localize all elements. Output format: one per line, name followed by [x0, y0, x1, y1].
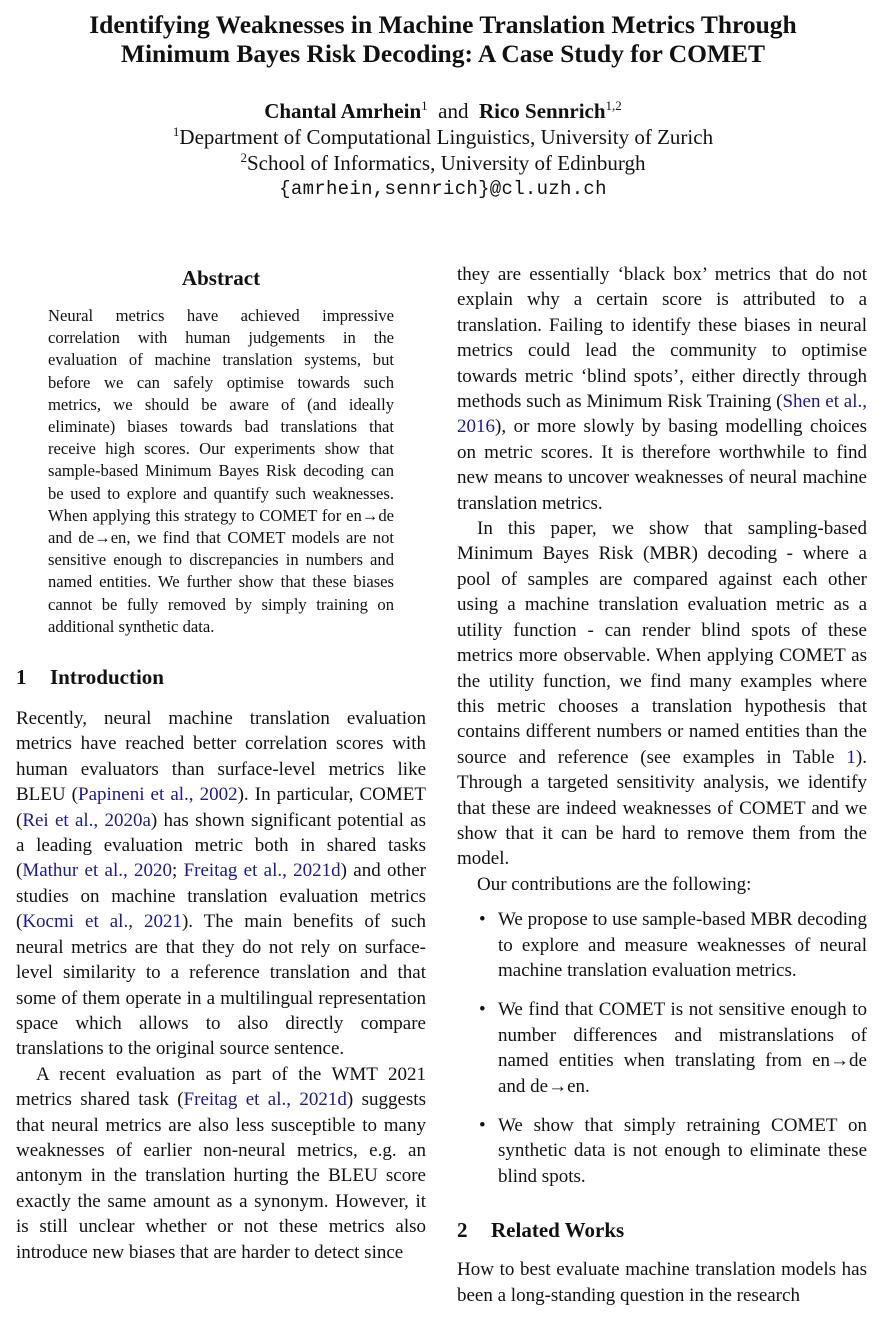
bullet-icon: • — [479, 1115, 486, 1136]
author-and: and — [438, 99, 469, 123]
paper-title — [0, 10, 886, 68]
text-run: ). The main benefits of such neural metrics are that they do not rely on surface-level similarity to a reference translation and that some of them operate in a multilingual representation space which allows to also directly compare translations to the original source sentence. — [16, 911, 426, 1060]
citation-link[interactable]: Papineni et al., 2002 — [78, 784, 238, 806]
citation-link[interactable]: Shen et al., 2016 — [457, 391, 867, 438]
citation-link[interactable]: Freitag et al., 2021d — [183, 860, 341, 882]
author-1: Chantal Amrhein — [264, 99, 422, 123]
text-run: Recently, neural machine translation evaluation metrics have reached better correlation scores with human evaluators than surface-level metrics like BLEU ( — [16, 708, 426, 806]
affiliation-1-text: Department of Computational Linguistics, University of Zurich — [179, 125, 714, 149]
title-line-1: Identifying Weaknesses in Machine Translation Metrics Through — [89, 10, 797, 39]
author-1-sup: 1 — [421, 98, 428, 113]
affiliation-2-text: School of Informatics, University of Edinburgh — [246, 151, 646, 175]
author-2-sup: 1,2 — [605, 98, 622, 113]
intro-paragraph-4 — [457, 516, 867, 872]
left-column — [16, 262, 426, 1265]
citation-link[interactable]: Kocmi et al., 2021 — [22, 911, 182, 933]
section-2-heading — [457, 1217, 867, 1243]
author-block — [0, 98, 886, 202]
list-item-text: We show that simply retraining COMET on synthetic data is not enough to eliminate these blind spots. — [498, 1115, 867, 1187]
list-item — [457, 907, 867, 983]
intro-paragraph-3 — [457, 262, 867, 516]
list-item-text: We propose to use sample-based MBR decoding to explore and measure weaknesses of neural machine translation evaluation metrics. — [498, 909, 867, 981]
affiliation-2-sup: 2 — [240, 150, 247, 165]
text-run: ; — [172, 860, 184, 882]
text-run: A recent evaluation as part of the WMT 2021 metrics shared task ( — [16, 1063, 426, 1111]
section-1-heading — [16, 664, 426, 690]
citation-link[interactable]: Mathur et al., 2020 — [22, 860, 173, 882]
related-paragraph-1: How to best evaluate machine translation models has been a long-standing question in the research — [457, 1259, 867, 1306]
section-2-number: 2 — [457, 1218, 468, 1243]
citation-link[interactable]: 1 — [846, 746, 856, 768]
citation-link[interactable]: Freitag et al., 2021d — [183, 1089, 347, 1111]
citation-link[interactable]: Rei et al., 2020a — [22, 809, 151, 831]
affiliation-1-sup: 1 — [172, 124, 180, 139]
affiliation-1 — [0, 124, 886, 150]
abstract-text: Neural metrics have achieved impressive correlation with human judgements in the evaluation of machine translation systems, but before we can safely optimise towards such metrics, we should be aware of (and ideally eliminate) biases towards bad translations that receive high scores. Our experiments show that sample-based Minimum Bayes Risk decoding can be used to explore and quantify such weaknesses. When applying this strategy to COMET for en→de and de→en, we find that COMET models are not sensitive enough to discrepancies in numbers and named entities. We further show that these biases cannot be fully removed by simply training on additional synthetic data. — [48, 306, 394, 636]
section-2-title: Related Works — [491, 1218, 625, 1243]
author-email: {amrhein,sennrich}@cl.uzh.ch — [279, 178, 607, 200]
text-run: ) suggests that neural metrics are also less susceptible to many weaknesses of earlier non-neural metrics, e.g. an antonym in the translation hurting the BLEU score exactly the same amount as a synonym. However, it is still unclear whether or not these metrics also introduce new biases that are harder to detect since — [16, 1089, 426, 1263]
section-1-title: Introduction — [50, 665, 164, 690]
intro-paragraph-5: Our contributions are the following: — [477, 873, 752, 895]
list-item — [457, 1113, 867, 1189]
bullet-icon: • — [479, 909, 486, 931]
text-run: In this paper, we show that sampling-based Minimum Bayes Risk (MBR) decoding - where a pool of samples are compared against each other using a machine translation evaluation metric as a utility function - can render blind spots of these metrics more observable. When applying COMET as the utility function, we find many examples where this metric chooses a translation hypothesis that contains different numbers or named entities than the source and reference (see examples in Table — [457, 518, 867, 768]
author-line — [0, 98, 886, 124]
abstract-heading: Abstract — [181, 266, 261, 290]
list-item — [457, 997, 867, 1099]
right-column — [457, 262, 867, 1308]
intro-paragraph-1 — [16, 706, 426, 1062]
title-line-2: Minimum Bayes Risk Decoding: A Case Study for COMET — [120, 39, 766, 68]
text-run: ) has shown significant potential as a leading evaluation metric both in shared tasks ( — [16, 809, 426, 882]
author-2: Rico Sennrich — [478, 99, 606, 123]
affiliation-2 — [0, 150, 886, 176]
contributions-list — [457, 907, 867, 1189]
text-run: ). Through a targeted sensitivity analysis, we identify that these are indeed weaknesses of COMET and we show that it can be hard to remove them from the model. — [457, 746, 867, 870]
text-run: ). In particular, COMET ( — [16, 784, 426, 831]
text-run: ), or more slowly by basing modelling choices on metric scores. It is therefore worthwhile to find new means to uncover weaknesses of neural machine translation metrics. — [457, 416, 867, 514]
bullet-icon: • — [479, 999, 486, 1021]
text-run: ) and other studies on machine translation evaluation metrics ( — [16, 860, 427, 933]
section-1-number: 1 — [16, 665, 27, 690]
text-run: they are essentially ‘black box’ metrics that do not explain why a certain score is attributed to a translation. Failing to identify these biases in neural metrics could lead the community to optimise towards metric ‘blind spots’, either directly through methods such as Minimum Risk Training ( — [457, 264, 867, 413]
list-item-text: We find that COMET is not sensitive enough to number differences and mistranslations of named entities when translating from en→de and de→en. — [498, 999, 867, 1097]
intro-paragraph-2 — [16, 1062, 426, 1265]
